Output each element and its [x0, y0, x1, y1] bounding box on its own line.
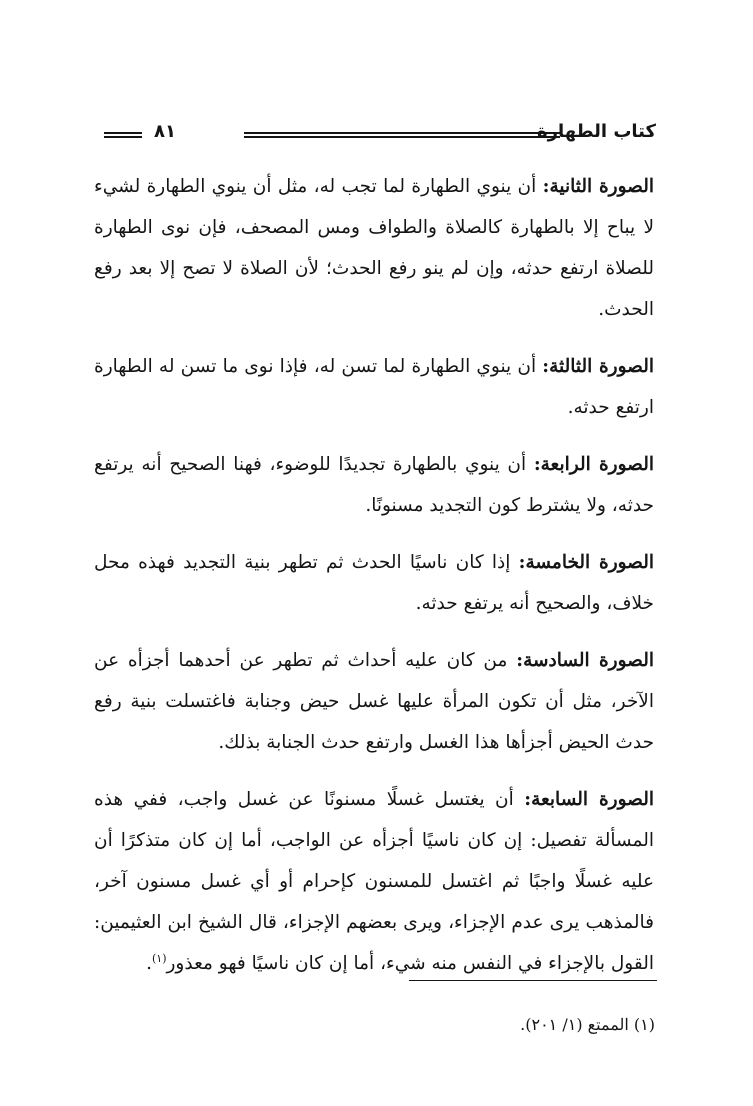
paragraph-text: من كان عليه أحداث ثم تطهر عن أحدهما أجزأه عن الآخر، مثل أن تكون المرأة عليها غسل حيض وجنابة فاغتسلت بنية رفع حدث الحيض أجزأها هذا الغسل وارتفع حدث الجنابة بذلك. [94, 650, 654, 753]
paragraph-form-4 [94, 444, 654, 526]
book-title: كتاب الطهارة [536, 121, 656, 142]
main-text [94, 166, 654, 1000]
paragraph-label: الصورة الثالثة: [542, 356, 654, 377]
paragraph-form-2 [94, 166, 654, 330]
paragraph-text: أن يغتسل غسلًا مسنونًا عن غسل واجب، ففي هذه المسألة تفصيل: إن كان ناسيًا أجزأه عن الواجب، أما إن كان متذكرًا أن عليه غسلًا واجبًا ثم اغتسل للمسنون كإحرام أو أي غسل مسنون آخر، فالمذهب يرى عدم الإجزاء، ويرى بعضهم الإجزاء، قال الشيخ ابن العثيمين: القول بالإجزاء في النفس منه شيء، أما إن كان ناسيًا فهو معذور [94, 789, 654, 974]
paragraph-text: أن ينوي الطهارة لما تسن له، فإذا نوى ما تسن له الطهارة ارتفع حدثه. [94, 356, 654, 418]
paragraph-label: الصورة السادسة: [516, 650, 654, 671]
header-rule-short [104, 132, 142, 138]
footnote: (١) الممتع (١/ ٢٠١). [520, 1015, 655, 1034]
page-number: ٨١ [154, 121, 176, 142]
paragraph-form-5 [94, 542, 654, 624]
footnote-divider [409, 980, 657, 981]
paragraph-label: الصورة الثانية: [542, 176, 654, 197]
paragraph-label: الصورة الخامسة: [518, 552, 655, 573]
paragraph-text: إذا كان ناسيًا الحدث ثم تطهر بنية التجديد فهذه محل خلاف، والصحيح أنه يرتفع حدثه. [94, 552, 654, 614]
paragraph-text: أن ينوي بالطهارة تجديدًا للوضوء، فهنا الصحيح أنه يرتفع حدثه، ولا يشترط كون التجديد مسنونًا. [94, 454, 654, 516]
paragraph-label: الصورة الرابعة: [533, 454, 654, 475]
paragraph-tail: . [146, 953, 152, 974]
paragraph-form-7 [94, 779, 654, 984]
footnote-reference[interactable]: (١) [151, 951, 167, 965]
paragraph-text: أن ينوي الطهارة لما تجب له، مثل أن ينوي الطهارة لشيء لا يباح إلا بالطهارة كالصلاة والطواف ومس المصحف، فإن نوى الطهارة للصلاة ارتفع حدثه، وإن لم ينو رفع الحدث؛ لأن الصلاة لا تصح إلا بعد رفع الحدث. [94, 176, 654, 320]
paragraph-form-3 [94, 346, 654, 428]
header-rule-long [244, 132, 560, 138]
paragraph-form-6 [94, 640, 654, 763]
paragraph-label: الصورة السابعة: [524, 789, 654, 810]
running-header [96, 112, 656, 152]
